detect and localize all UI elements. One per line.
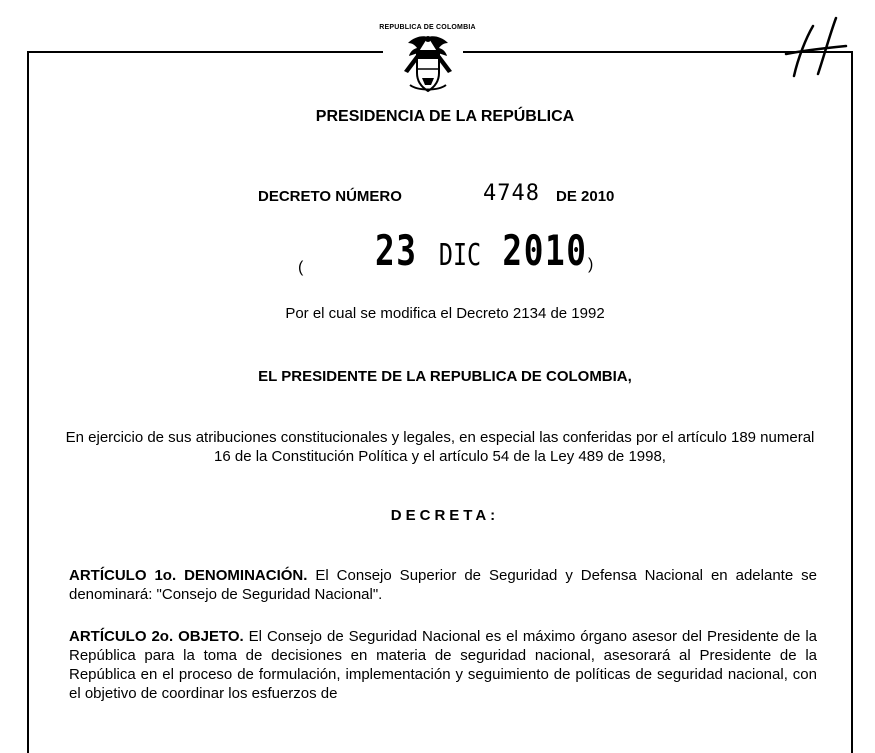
article-2 [69,627,817,703]
decree-label: DECRETO NÚMERO [258,188,402,205]
decreta-heading: DECRETA: [390,507,500,524]
issuer-title: EL PRESIDENTE DE LA REPUBLICA DE COLOMBIA, [258,368,632,385]
date-year: 2010 [502,226,588,275]
coat-of-arms-icon [398,33,458,95]
decree-subtitle: Por el cual se modifica el Decreto 2134 de 1992 [285,305,605,322]
decree-number: 4748 [483,181,540,206]
preamble-text: En ejercicio de sus atribuciones constitucionales y legales, en especial las conferidas por el artículo 189 numeral 16 de la Constitución Política y el artículo 54 de la Ley 489 de 1998, [65,429,815,465]
article-2-heading: ARTÍCULO 2o. OBJETO. [69,628,244,645]
article-1 [69,566,817,604]
header-caption: REPUBLICA DE COLOMBIA [379,24,476,31]
article-1-heading: ARTÍCULO 1o. DENOMINACIÓN. [69,567,308,584]
date-paren-close: ) [588,256,594,273]
article-1-text: El Consejo Superior de Seguridad y Defensa Nacional en adelante se denominará: "Consejo de Seguridad Nacional". [69,567,817,603]
date-paren-open: ( [298,259,304,276]
article-2-text: El Consejo de Seguridad Nacional es el máximo órgano asesor del Presidente de la República para la toma de decisiones en materia de seguridad nacional, asesorará al Presidente de la República en el proceso de formulación, implementación y seguimiento de políticas de seguridad nacional, con el objetivo de coordinar los esfuerzos de [69,628,817,702]
date-month: DIC [438,238,482,273]
date-stamp [375,226,588,275]
handwritten-mark [780,8,850,78]
decree-year: DE 2010 [556,188,615,205]
date-day: 23 [375,226,418,275]
office-title: PRESIDENCIA DE LA REPÚBLICA [315,108,575,125]
